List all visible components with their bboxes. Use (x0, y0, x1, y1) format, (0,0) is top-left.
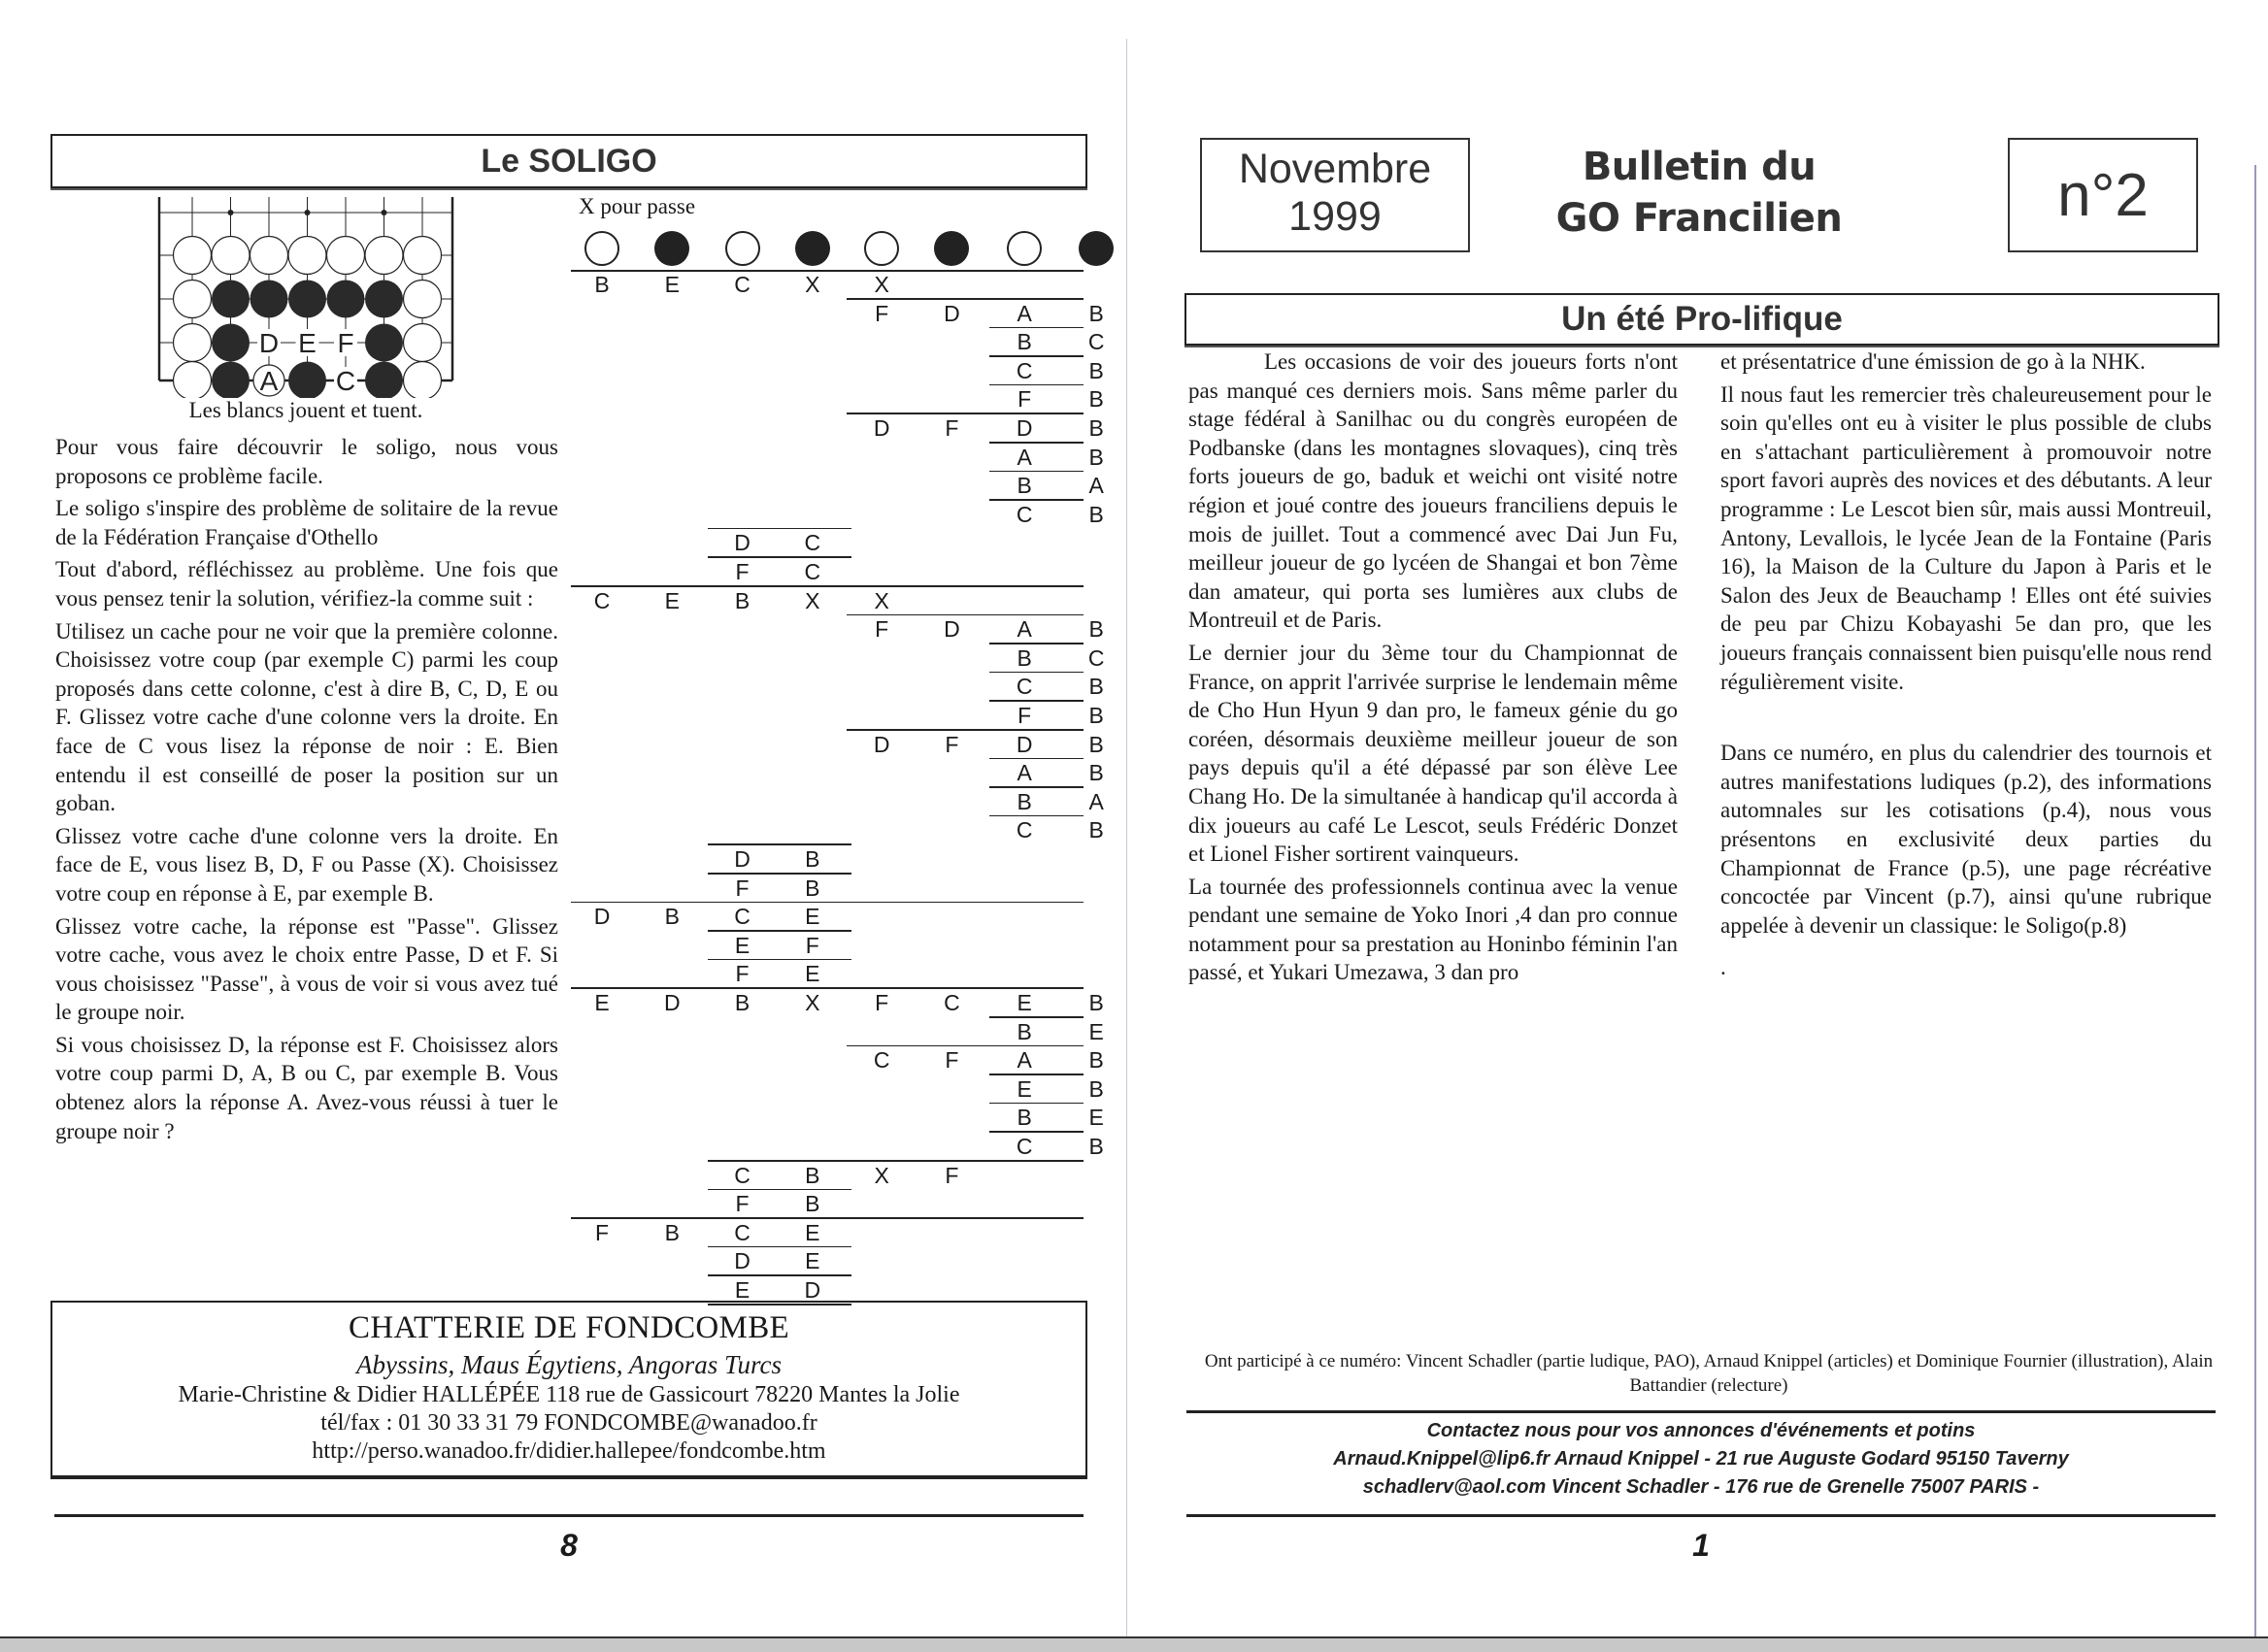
tree-move: X (874, 272, 889, 297)
black-stone-header (795, 231, 830, 266)
tree-move: C (804, 559, 821, 584)
black-stone (365, 362, 403, 399)
tree-move: F (875, 990, 889, 1015)
paragraph: Le soligo s'inspire des problème de solitaire de la revue de la Fédération Française d'Othello (55, 496, 558, 549)
tree-rule (989, 499, 1084, 501)
section-title: Le SOLIGO (481, 142, 657, 180)
ad-phone-email: tél/fax : 01 30 33 31 79 FONDCOMBE@wanadoo.fr (320, 1410, 817, 1436)
tree-move: D (734, 846, 750, 872)
tree-rule (989, 471, 1084, 473)
black-stone (365, 324, 403, 362)
tree-move: E (805, 904, 820, 930)
tree-rule (708, 873, 851, 875)
star-point (228, 210, 234, 215)
tree-move: B (1017, 788, 1032, 814)
article-column-2 (1720, 347, 2212, 986)
tree-move: A (1088, 473, 1104, 499)
tree-rule (847, 1045, 1084, 1047)
tree-move: B (734, 990, 750, 1015)
tree-move: D (873, 731, 890, 757)
tree-rule (708, 843, 851, 845)
tree-move: F (875, 616, 889, 643)
tree-move: B (805, 1191, 820, 1217)
tree-move: E (594, 990, 610, 1015)
paragraph: Glissez votre cache, la réponse est "Passe". Glissez votre cache, vous avez le choix entre Passe, D et F. Si vous choisissez "Passe", à vous de voir si vous avez tué le groupe noir. (55, 913, 558, 1025)
tree-move: B (1088, 415, 1104, 441)
bulletin-title-line2: GO Francilien (1555, 196, 1843, 241)
tree-move: B (1088, 731, 1104, 757)
tree-move: B (1017, 473, 1032, 499)
tree-move: C (734, 272, 750, 297)
tree-rule (847, 413, 1084, 414)
white-stone-header (584, 231, 619, 266)
tree-rule (989, 672, 1084, 674)
black-stone-header (1079, 231, 1114, 266)
page-number: 8 (560, 1528, 578, 1563)
white-stone (174, 324, 212, 362)
tree-move: B (594, 272, 610, 297)
tree-move: D (944, 300, 960, 326)
tree-rule (989, 1074, 1084, 1075)
tree-move: F (1017, 386, 1032, 413)
tree-move: B (1088, 674, 1104, 700)
tree-rule (708, 1160, 1084, 1162)
tree-rule (989, 442, 1084, 444)
tree-caption: X pour passe (579, 194, 696, 218)
tree-rule (989, 815, 1084, 817)
tree-move: C (1016, 674, 1033, 700)
credits-rule (1186, 1410, 2216, 1413)
tree-move: C (873, 1047, 890, 1074)
tree-rule (847, 298, 1084, 300)
tree-move: B (1088, 1075, 1104, 1102)
tree-rule (571, 585, 1084, 587)
contact-line[interactable]: Arnaud.Knippel@lip6.fr Arnaud Knippel - 21 rue Auguste Godard 95150 Taverny (1333, 1448, 2069, 1470)
tree-rule (708, 528, 851, 530)
tree-rule (989, 758, 1084, 760)
tree-move: C (734, 1219, 750, 1245)
tree-move: D (1016, 731, 1033, 757)
black-stone-header (654, 231, 689, 266)
tree-move: F (945, 1047, 959, 1074)
tree-move: F (805, 932, 819, 958)
tree-move: B (805, 875, 820, 901)
tree-move: B (1088, 1134, 1104, 1159)
tree-move: A (1017, 1047, 1032, 1074)
white-stone-header (864, 231, 899, 266)
black-stone (212, 362, 250, 399)
bulletin-title-line1: Bulletin du (1582, 145, 1817, 189)
tree-move: E (1088, 1105, 1104, 1131)
tree-rule (989, 700, 1084, 702)
white-stone (365, 237, 403, 275)
tree-move: E (805, 1219, 820, 1245)
tree-move: C (1016, 1134, 1033, 1159)
paragraph: Tout d'abord, réfléchissez au problème. Une fois que vous pensez tenir la solution, vérifiez-la comme suit : (55, 557, 558, 611)
tree-move: E (805, 961, 820, 987)
white-stone (404, 362, 442, 399)
tree-rule (989, 1131, 1084, 1133)
star-point (382, 210, 387, 215)
black-stone (212, 324, 250, 362)
black-stone-header (934, 231, 969, 266)
tree-move: B (664, 904, 680, 930)
white-stone (288, 237, 326, 275)
tree-rule (571, 1217, 1084, 1219)
white-stone (174, 362, 212, 399)
paragraph: et présentatrice d'une émission de go à la NHK. (1720, 349, 2146, 374)
tree-move: E (1017, 1075, 1032, 1102)
page-number: 1 (1692, 1528, 1710, 1563)
contact-heading: Contactez nous pour vos annonces d'événements et potins (1426, 1420, 1976, 1441)
tree-move: C (734, 904, 750, 930)
page-gutter (1126, 39, 1127, 1640)
advertisement-box (50, 1301, 1087, 1479)
tree-rule (989, 643, 1084, 644)
tree-move: E (1017, 990, 1032, 1015)
tree-move: D (663, 990, 681, 1015)
tree-move: A (1017, 444, 1032, 470)
bulletin-title (1515, 142, 1884, 245)
tree-move: D (1016, 415, 1033, 441)
tree-rule (989, 786, 1084, 788)
tree-move: F (945, 731, 959, 757)
tree-move: C (1016, 357, 1033, 383)
black-stone (327, 281, 365, 318)
tree-move: C (1087, 644, 1105, 671)
tree-move: E (1088, 1018, 1104, 1044)
tree-move: X (805, 990, 820, 1015)
white-stone (174, 281, 212, 318)
tree-move: B (1088, 1047, 1104, 1074)
tree-rule (989, 384, 1084, 386)
point-label: F (337, 328, 354, 358)
tree-move: B (1017, 644, 1032, 671)
paragraph: Il nous faut les remercier très chaleureusement pour le soin qu'elles ont eu à visiter le plus possible de clubs en s'attachant particulièrement à promouvoir notre sport favori auprès des novices et des débutants. A leur programme : Le Lescot bien sûr, mais aussi Montreuil, Antony, Levallois, le lycée Jean de la Fontaine (Paris 16), la Maison de la Culture du Japon à Paris et le Salon des Jeux de Beauchamp ! Elles ont été suivies de peu par Chizu Kobayashi 5e dan pro, que les joueurs français connaissent bien puisqu'elle nous rend régulièrement visite. (1720, 381, 2212, 694)
tree-rule (989, 1103, 1084, 1105)
solution-tree (571, 194, 1105, 1303)
tree-move: F (945, 415, 959, 441)
issue-year: 1999 (1288, 193, 1382, 240)
tree-move: B (1017, 1105, 1032, 1131)
paragraph: Utilisez un cache pour ne voir que la première colonne. Choisissez votre coup (par exemple C) parmi les coup proposés dans cette colonne, c'est à dire B, C, D, E ou F. Glissez votre cache d'une colonne vers la droite. En face de C vous lisez la réponse de noir : E. Bien entendu il est conseillé de poser la position sur un goban. (55, 618, 558, 816)
issue-number-box (2008, 138, 2198, 252)
tree-move: X (805, 587, 820, 613)
white-stone (404, 237, 442, 275)
white-stone (404, 324, 442, 362)
star-point (305, 210, 311, 215)
ad-address: Marie-Christine & Didier HALLÉPÉE 118 rue de Gassicourt 78220 Mantes la Jolie (178, 1382, 960, 1407)
tree-rule (708, 1274, 851, 1276)
tree-rule (847, 614, 1084, 616)
tree-move: A (1017, 760, 1032, 786)
tree-move: B (1088, 386, 1104, 413)
white-stone (404, 281, 442, 318)
tree-move: A (1017, 300, 1032, 326)
tree-move: B (1088, 501, 1104, 527)
paragraph: Pour vous faire découvrir le soligo, nous vous proposons ce problème facile. (55, 435, 558, 488)
tree-move: D (734, 530, 750, 556)
credits: Ont participé à ce numéro: Vincent Schadler (partie ludique, PAO), Arnaud Knippel (articles) et Dominique Fournier (illustration), Alain Battandier (relecture) (1204, 1351, 2214, 1396)
white-stone (327, 237, 365, 275)
black-stone (365, 281, 403, 318)
section-title-box (50, 134, 1087, 188)
tree-move: C (734, 1162, 750, 1188)
tree-rule (989, 1016, 1084, 1018)
tree-move: C (593, 587, 611, 613)
tree-move: F (595, 1219, 610, 1245)
tree-rule (708, 1189, 851, 1191)
tree-rule (708, 556, 851, 558)
tree-move: B (664, 1219, 680, 1245)
white-stone-header (1007, 231, 1042, 266)
soligo-instructions (55, 433, 558, 1149)
paragraph: Les occasions de voir des joueurs forts n'ont pas manqué ces derniers mois. Sans même parler du stage fédéral à Sanilhac ou du congrès européen de Podbanske (dans les montagnes slovaques), cinq très forts joueurs de go, baduk et weichi ont visité notre région et joué contre des joueurs franciliens depuis le mois de juillet. Tout a commencé avec Dai Jun Fu, meilleur joueur de go lycéen de Shangai et bon 7ème dan amateur, qui porta ses lumières aux clubs de Montreuil et de Paris. (1188, 349, 1678, 633)
tree-move: E (734, 1277, 750, 1303)
tree-move: D (804, 1277, 821, 1303)
tree-move: X (874, 587, 889, 613)
article-column-1 (1188, 347, 1678, 991)
tree-move: X (874, 1162, 889, 1188)
tree-move: B (1088, 616, 1104, 643)
white-stone-header (725, 231, 760, 266)
ad-breeds: Abyssins, Maus Égytiens, Angoras Turcs (355, 1350, 782, 1379)
footer-rule (54, 1514, 1084, 1517)
ad-name: CHATTERIE DE FONDCOMBE (349, 1310, 789, 1345)
tree-rule (708, 930, 851, 932)
tree-move: B (1088, 444, 1104, 470)
tree-move: B (1088, 357, 1104, 383)
white-stone (212, 237, 250, 275)
tree-move: E (734, 932, 750, 958)
tree-move: B (805, 846, 820, 872)
tree-move: F (945, 1162, 959, 1188)
tree-move: B (1088, 817, 1104, 843)
tree-move: F (735, 961, 750, 987)
point-label: C (335, 366, 356, 396)
ad-website[interactable]: http://perso.wanadoo.fr/didier.hallepee/fondcombe.htm (312, 1438, 826, 1464)
tree-move: E (805, 1248, 820, 1274)
black-stone (212, 281, 250, 318)
tree-move: E (664, 587, 680, 613)
point-label: D (258, 328, 280, 358)
tree-rule (989, 355, 1084, 357)
tree-move: X (805, 272, 820, 297)
point-label: A (259, 366, 279, 396)
paragraph: Glissez votre cache d'une colonne vers la droite. En face de E, vous lisez B, D, F ou Passe (X). Choisissez votre coup en réponse à E, par exemple B. (55, 823, 558, 906)
paragraph: Si vous choisissez D, la réponse est F. Choisissez alors votre coup parmi D, A, B ou C, par exemple B. Vous obtenez alors la réponse A. Avez-vous réussi à tuer le groupe noir ? (55, 1032, 558, 1143)
article-title-box (1184, 293, 2219, 346)
tree-move: A (1017, 616, 1032, 643)
issue-date-box (1200, 138, 1470, 252)
tree-move: C (1087, 329, 1105, 355)
tree-move: D (873, 415, 890, 441)
tree-move: F (875, 300, 889, 326)
tree-rule (708, 1246, 851, 1248)
tree-move: F (1017, 703, 1032, 728)
point-label: E (298, 328, 317, 358)
article-title: Un été Pro-lifique (1561, 300, 1843, 338)
tree-move: B (1088, 760, 1104, 786)
paragraph: Dans ce numéro, en plus du calendrier des tournois et autres manifestations ludiques (p.2), des informations automnales sur les cotisations (p.4), nous vous présentons en exclusivité deux parties du Championnat de France (p.5), une page récréative concoctée par Vincent (p.7), ainsi qu'une rubrique appelée à devenir un classique: le Soligo(p.8) (1720, 741, 2212, 938)
tree-move: B (734, 587, 750, 613)
tree-rule (571, 987, 1084, 989)
issue-month: Novembre (1238, 146, 1432, 192)
tree-rule (989, 327, 1084, 329)
tree-move: B (1088, 703, 1104, 728)
board-caption: Les blancs jouent et tuent. (188, 398, 423, 422)
tree-move: D (593, 904, 611, 930)
paragraph: La tournée des professionnels continua avec la venue pendant une semaine de Yoko Inori ,4 dan pro connue notamment pour sa prestation au Honinbo féminin l'an passé, et Yukari Umezawa, 3 dan pro (1188, 874, 1678, 985)
issue-number: n°2 (2057, 161, 2149, 229)
tree-move: B (1017, 1018, 1032, 1044)
tree-move: D (944, 616, 960, 643)
white-stone (250, 237, 288, 275)
black-stone (288, 362, 326, 399)
tree-move: F (735, 559, 750, 584)
contact-line[interactable]: schadlerv@aol.com Vincent Schadler - 176 rue de Grenelle 75007 PARIS - (1362, 1476, 2040, 1498)
white-stone (174, 237, 212, 275)
contact-block (1186, 1417, 2216, 1502)
go-board-diagram (146, 189, 466, 398)
tree-move: F (735, 1191, 750, 1217)
stray-mark: . (1720, 955, 1726, 980)
tree-rule (708, 959, 851, 961)
paragraph: Le dernier jour du 3ème tour du Championnat de France, on apprit l'arrivée surprise le lendemain même de Cho Hun Hyun 9 dan pro, le fameux génie du go coréen, désormais deuxième meilleur joueur de son pays depuis qu'il a été dépassé par son élève Lee Chang Ho. De la simultanée à handicap qu'il accorda à dix joueurs au café Le Lescot, seuls Frédéric Donzet et Lionel Fisher sortirent vainqueurs. (1188, 640, 1678, 867)
tree-move: C (1016, 501, 1033, 527)
tree-move: D (734, 1248, 750, 1274)
tree-move: A (1088, 788, 1104, 814)
black-stone (288, 281, 326, 318)
tree-move: C (944, 990, 960, 1015)
tree-move: B (805, 1162, 820, 1188)
tree-move: B (1088, 300, 1104, 326)
tree-move: F (735, 875, 750, 901)
footer-rule (1186, 1514, 2216, 1517)
page-edge (2254, 165, 2256, 1636)
tree-move: E (664, 272, 680, 297)
tree-rule (571, 902, 1084, 904)
tree-move: C (1016, 817, 1033, 843)
tree-move: B (1017, 329, 1032, 355)
black-stone (250, 281, 288, 318)
tree-rule (847, 729, 1084, 731)
tree-move: C (804, 530, 821, 556)
tree-move: B (1088, 990, 1104, 1015)
